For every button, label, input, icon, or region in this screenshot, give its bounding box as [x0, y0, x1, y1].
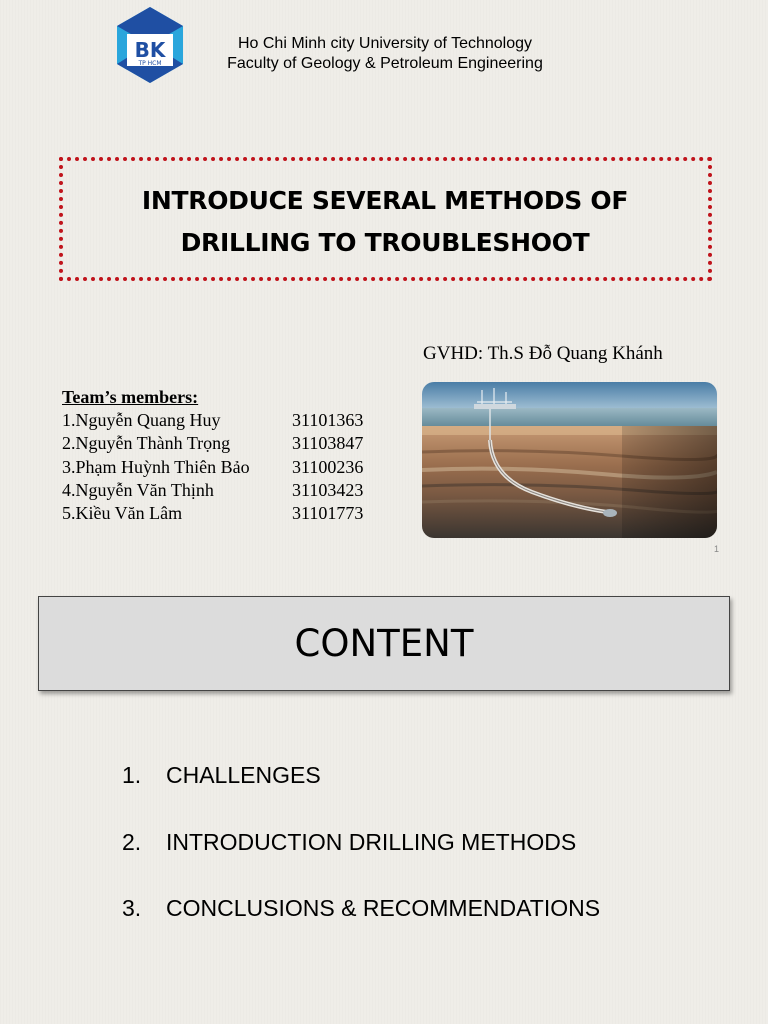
member-name: 3.Phạm Huỳnh Thiên Bảo: [62, 456, 250, 477]
bk-logo-icon: [111, 6, 189, 84]
team-list: [62, 386, 363, 525]
title-line-2: DRILLING TO TROUBLESHOOT: [180, 228, 590, 257]
university-name: Ho Chi Minh city University of Technology: [237, 35, 533, 52]
item-label: CONCLUSIONS & RECOMMENDATIONS: [166, 895, 601, 921]
team-member: [62, 409, 363, 432]
item-number: 3.: [122, 895, 142, 921]
content-title: CONTENT: [294, 622, 474, 665]
member-id: 31100236: [292, 456, 364, 477]
drilling-illustration: [422, 382, 717, 538]
item-label: CHALLENGES: [166, 762, 321, 788]
member-name: 1.Nguyễn Quang Huy: [62, 410, 221, 431]
team-member: [62, 502, 363, 525]
member-id: 31103847: [292, 433, 364, 454]
page-number: 1: [714, 544, 720, 554]
university-logo: [111, 6, 189, 84]
member-name: 4.Nguyễn Văn Thịnh: [62, 479, 214, 500]
team-member: [62, 432, 363, 455]
item-number: 2.: [122, 828, 142, 855]
member-id: 31101773: [292, 503, 364, 524]
supervisor: GVHD: Th.S Đỗ Quang Khánh: [423, 343, 663, 364]
list-item: [122, 829, 600, 896]
list-item: [122, 895, 600, 962]
faculty-name: Faculty of Geology & Petroleum Engineering: [227, 55, 543, 72]
member-name: 5.Kiều Văn Lâm: [62, 503, 183, 524]
logo-text: BK: [134, 38, 166, 62]
list-item: [122, 762, 600, 829]
member-id: 31101363: [292, 410, 364, 431]
content-header: [38, 596, 730, 691]
team-member: [62, 479, 363, 502]
team-member: [62, 456, 363, 479]
offshore-drilling-image: [422, 382, 717, 538]
item-number: 1.: [122, 762, 142, 788]
presentation-title: [75, 180, 695, 264]
team-heading: Team’s members:: [62, 387, 199, 407]
university-header: [200, 34, 570, 74]
member-id: 31103423: [292, 479, 364, 500]
title-line-1: INTRODUCE SEVERAL METHODS OF: [141, 186, 629, 215]
member-name: 2.Nguyễn Thành Trọng: [62, 433, 231, 454]
content-list: [122, 762, 600, 962]
logo-subtext: TP HCM: [138, 60, 162, 67]
item-label: INTRODUCTION DRILLING METHODS: [166, 828, 577, 855]
